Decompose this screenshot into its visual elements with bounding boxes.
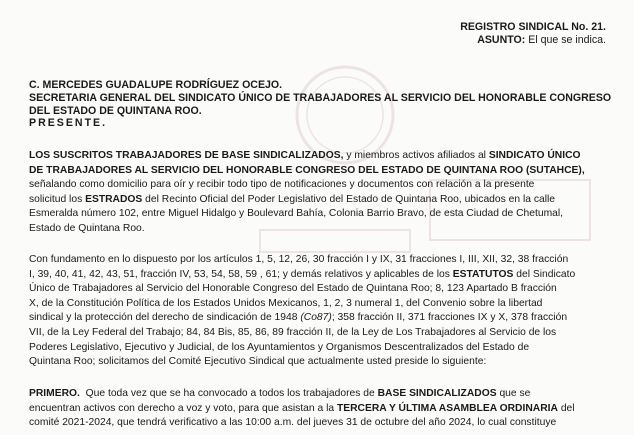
p3-base-sindicalizados: BASE SINDICALIZADOS (377, 388, 497, 399)
presente: PRESENTE. (29, 117, 108, 130)
addressee-position-line-2: DEL ESTADO DE QUINTANA ROO. (29, 104, 202, 117)
addressee-position-line-1: SECRETARIA GENERAL DEL SINDICATO ÚNICO DE TRABAJADORES AL SERVICIO DEL HONORABLE CONGRESO (29, 91, 612, 104)
registro-sindical: REGISTRO SINDICAL No. 21. (460, 21, 606, 33)
p3-line-2 (29, 402, 615, 417)
p1-text-b: y miembros activos afiliados al (343, 150, 489, 161)
p1-l4a: solicitud los (29, 193, 86, 205)
p1-estrados: ESTRADOS (85, 193, 143, 205)
p3-l2a: encuentran activos con derecho a voz y voto, para que asistan a la (29, 402, 337, 414)
p1-bold-line-2: DE TRABAJADORES AL SERVICIO DEL HONORABLE CONGRESO DEL ESTADO DE QUINTANA ROO (SUTAHCE), (29, 164, 585, 176)
p2-line-4: X, de la Constitución Política de los Estados Unidos Mexicanos, 1, 2, 3 numeral 1, del Convenio sobre la libertad (29, 297, 543, 309)
p1-bold-c: SINDICATO ÚNICO (488, 150, 581, 161)
p2-l2a: I, 39, 40, 41, 42, 43, 51, fracción IV, 53, 54, 58, 59 , 61; y demás relativos y aplicables de los (29, 268, 453, 280)
p3-l2c: del (557, 402, 575, 414)
addressee-block (29, 79, 614, 130)
asunto-line (460, 34, 606, 47)
p2-line-6: VII, de la Ley Federal del Trabajo; 84, 84 Bis, 85, 86, 89 fracción II, de la Ley de Los Trabajadores al Servicio de los (29, 326, 557, 338)
paragraph-intro (29, 149, 615, 237)
p2-l5a: sindical y la protección del derecho de sindicación de 1948 (29, 312, 301, 324)
p1-line-3: señalando como domicilio para oír y recibir todo tipo de notificaciones y documentos con relación a la presente (29, 179, 535, 191)
p2-estatutos: ESTATUTOS (452, 268, 514, 280)
paragraph-primero (29, 387, 615, 431)
p2-l5c: ; 358 fracción II, 371 fracciones IX y X, 378 fracción (331, 312, 568, 324)
p2-line-8: Quintana Roo; solicitamos del Comité Ejecutivo Sindical que actualmente usted preside lo siguiente: (29, 356, 487, 368)
p3-line-3: comité 2021-2024, que tendrá verificativo a las 10:00 a.m. del jueves 31 de octubre del año 2024, lo cual constituye (29, 417, 557, 429)
p1-l4c: del Recinto Oficial del Poder Legislativo del Estado de Quintana Roo, ubicados en la calle (142, 193, 556, 205)
p3-l1d: que se (496, 388, 531, 399)
p3-line-1 (29, 387, 615, 402)
p1-line-4 (29, 193, 615, 208)
p2-line-7: Poderes Legislativo, Ejecutivo y Judicial, de los Ayuntamientos y Organismos Descentralizados del Estado de (29, 341, 530, 353)
p2-line-2 (29, 268, 615, 283)
p2-line-1: Con fundamento en lo dispuesto por los artículos 1, 5, 12, 26, 30 fracción I y IX, 31 fracciones I, III, XII, 32, 38 fracción (29, 254, 569, 265)
addressee-name: C. MERCEDES GUADALUPE RODRÍGUEZ OCEJO. (29, 79, 283, 91)
document-reference (460, 21, 606, 47)
p3-asamblea: TERCERA Y ÚLTIMA ASAMBLEA ORDINARIA (336, 402, 558, 414)
p1-line-1 (29, 149, 615, 164)
primero-label: PRIMERO. (29, 388, 80, 399)
asunto-value: El que se indica. (528, 34, 606, 46)
p2-line-3: Único de Trabajadores al Servicio del Honorable Congreso del Estado de Quintana Roo; 8, 123 Apartado B fracción (29, 283, 557, 295)
p3-l1b: Que toda vez que se ha convocado a todos los trabajadores de (79, 388, 378, 399)
p2-l2c: del Sindicato (513, 268, 576, 280)
p1-line-5: Esmeralda número 102, entre Miguel Hidalgo y Boulevard Bahía, Colonia Barrio Bravo, de esta Ciudad de Chetumal, (29, 208, 564, 220)
p1-line-2 (29, 164, 615, 179)
p1-bold-a: LOS SUSCRITOS TRABAJADORES DE BASE SINDICALIZADOS, (29, 150, 344, 161)
p2-line-5 (29, 311, 615, 326)
paragraph-legal-basis (29, 253, 615, 370)
asunto-label: ASUNTO: (477, 34, 526, 46)
p2-co87: (Co87) (300, 312, 332, 324)
p1-line-6: Estado de Quintana Roo. (29, 222, 145, 234)
